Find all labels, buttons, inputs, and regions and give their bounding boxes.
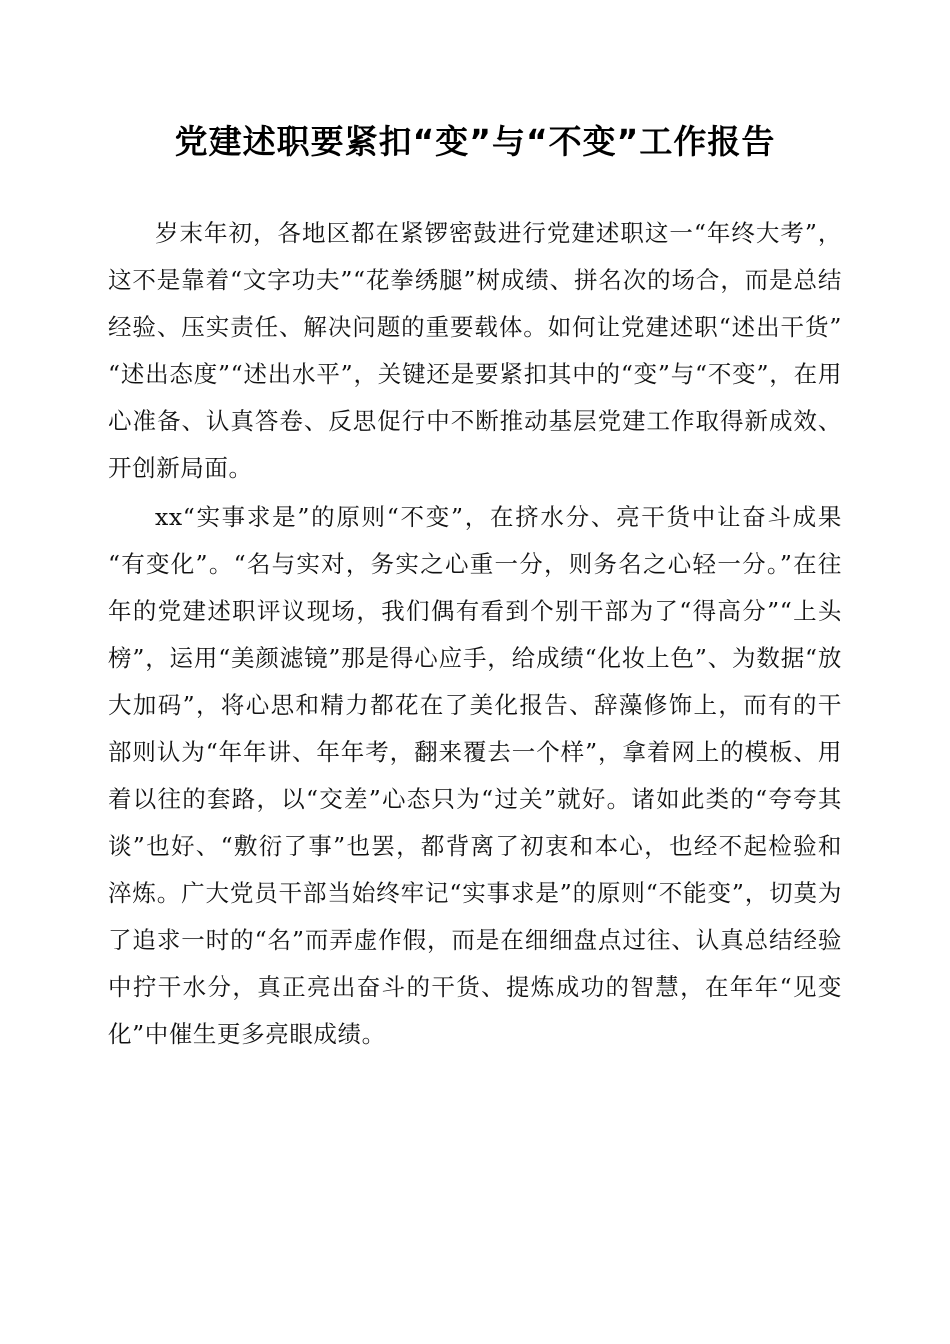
page-title: 党建述职要紧扣“变”与“不变”工作报告 bbox=[174, 122, 776, 161]
paragraph: xx“实事求是”的原则“不变”，在挤水分、亮干货中让奋斗成果“有变化”。“名与实对，务实之心重一分，则务名之心轻一分。”在往年的党建述职评议现场，我们偶有看到个别干部为了“得高分”“上头榜”，运用“美颜滤镜”那是得心应手，给成绩“化妆上色”、为数据“放大加码”，将心思和精力都花在了美化报告、辞藻修饰上，而有的干部则认为“年年讲、年年考，翻来覆去一个样”，拿着网上的模板、用着以往的套路，以“交差”心态只为“过关”就好。诸如此类的“夸夸其谈”也好、“敷衍了事”也罢，都背离了初衷和本心，也经不起检验和淬炼。广大党员干部当始终牢记“实事求是”的原则“不能变”，切莫为了追求一时的“名”而弄虚作假，而是在细细盘点过往、认真总结经验中拧干水分，真正亮出奋斗的干货、提炼成功的智慧，在年年“见变化”中催生更多亮眼成绩。 bbox=[108, 503, 842, 1048]
document-body bbox=[108, 210, 842, 1058]
paragraph: 岁末年初，各地区都在紧锣密鼓进行党建述职这一“年终大考”，这不是靠着“文字功夫”“花拳绣腿”树成绩、拼名次的场合，而是总结经验、压实责任、解决问题的重要载体。如何让党建述职“述出干货”“述出态度”“述出水平”，关键还是要紧扣其中的“变”与“不变”，在用心准备、认真答卷、反思促行中不断推动基层党建工作取得新成效、开创新局面。 bbox=[108, 219, 842, 482]
